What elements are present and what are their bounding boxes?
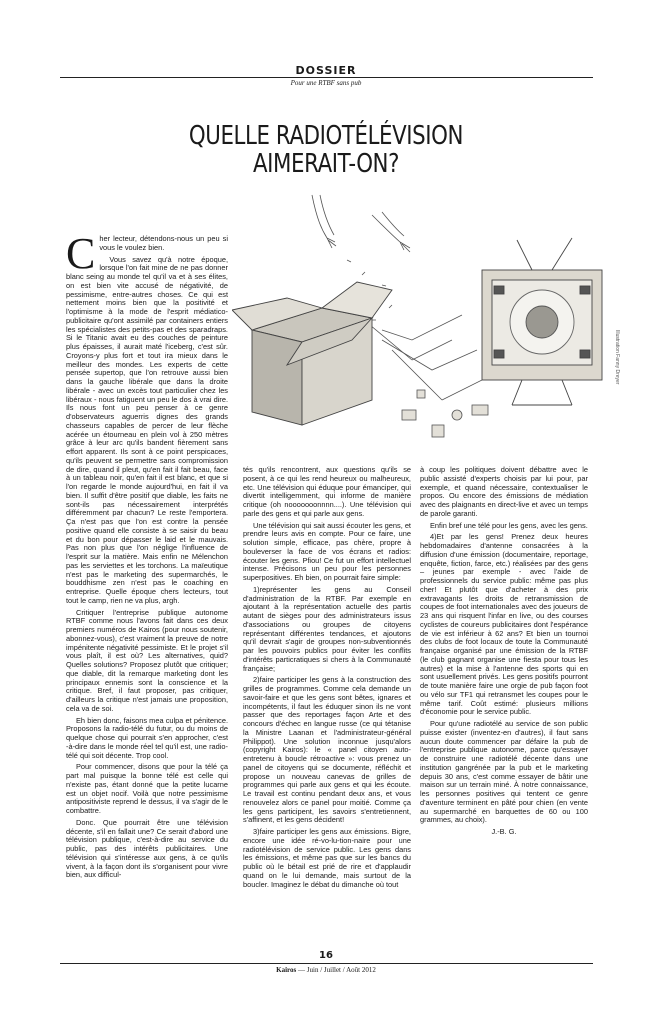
article-column-3 xyxy=(420,466,588,828)
paragraph: tés qu'ils rencontrent, aux questions qu'ils se posent, à ce qui les rend heureux ou malheureux, etc. Une télévision qui éduque pour émanciper, qui divertit intelligemment, qui informe de manière critique (oh nooooooonnnn....). Une télévision qui parle des gens et qui parle aux gens. xyxy=(243,465,411,518)
section-subtitle: Pour une RTBF sans pub xyxy=(290,79,362,87)
section-label: DOSSIER xyxy=(295,64,357,77)
paragraph: à coup les politiques doivent débattre avec le public assisté d'experts choisis par lui pour, par exemple, et quand nécessaire, contextualiser le propos. Ou encore des émissions de médiation avec des plaignants en direct-live et avec un temps de parole garanti. xyxy=(420,465,588,518)
paragraph: Pour commencer, disons que pour la télé ça part mal puisque la bonne télé est celle qui n'existe pas, étant donné que la petite lucarne est un objet nocif. Voilà que notre pessimisme antipositiviste reprend le dessus, il va s'agir de le combattre. xyxy=(66,762,228,815)
paragraph: Pour qu'une radiotélé au service de son public puisse exister (inventez-en d'autres), il faut sans aucun doute commencer par défaire la pub de l'entreprise publique autonome, parce qu'essayer de construire une radiotélé décente dans une institution gangrénée par la pub et le marketing depuis 30 ans, c'est comme essayer de bâtir une maison sur un terrain miné. À notre connaissance, les personnes positives qui tentent ce genre d'aventure terminent en pâté pour chien (en vente au supermarché en barquettes de 60 ou 100 grammes, au choix). xyxy=(420,719,588,825)
publication-date: — Juin / Juillet / Août 2012 xyxy=(296,966,376,974)
paragraph: 4)Et par les gens! Prenez deux heures hebdomadaires d'antenne consacrées à la diffusion d'une émission (documentaire, reportage, enquête, fiction, farce, etc.) réalisées par des gens – jeunes par exemple - avec l'aide de professionnels du service public: même pas plus cher! Et plutôt que d'acheter à des prix extravagants les droits de retransmission de coupes de foot internationales avec des joueurs de 23 ans qui risquent l'infar en live, ou des courses cyclistes de coureurs publicitaires dont l'espérance de vie est inférieur à 62 ans? Et bien un tournoi des clubs de foot locaux de toute la Communauté française organisé par une émission de la RTBF (le club gagnant organise une fiesta pour tous les autres) et la mise à l'antenne des sports qui en sont usuellement privés. Les gens positifs pourront de toute manière faire une orgie de pub façon foot ou vélo sur TF1 qui retransmet les coupes pour le même tarif. Coût estimé: plusieurs millions d'économie pour le service public. xyxy=(420,532,588,717)
footer-rule xyxy=(60,963,593,964)
article-title xyxy=(59,122,594,178)
tv-set xyxy=(482,238,602,405)
article-column-1 xyxy=(66,229,228,883)
article-column-2 xyxy=(243,466,411,892)
paragraph: 1)représenter les gens au Conseil d'administration de la RTBF. Par exemple en ajoutant à la représentation actuelle des partis autant de sièges pour des administrateurs issus d'associations ou groupes de citoyens représentant différentes tendances, et ajoutons qu'il devrait s'agir de groupes non-subventionnés par les pouvoirs publics pour éviter les conflits d'intérêts particratiques si chers à la Communauté française; xyxy=(243,584,411,673)
title-line-2: AIMERAIT-ON? xyxy=(252,149,400,179)
paragraph: Donc. Que pourrait être une télévision décente, s'il en fallait une? Ce serait d'abord une télévision publique, c'est-à-dire au service du public, pas des intérêts publicitaires. Une télévision qui s'intéresse aux gens, à ce qu'ils vivent, à la façon dont ils s'organisent pour vivre bien, aux difficul- xyxy=(66,817,228,880)
paragraph: Eh bien donc, faisons mea culpa et pénitence. Proposons la radio-télé du futur, ou du moins de quelque chose qui pourrait s'en approcher, c'est -à-dire dans le monde réel tel qu'il est, une radio-télé qui soit décente. Trop cool. xyxy=(66,715,228,760)
cardboard-box xyxy=(232,282,392,425)
header-rule xyxy=(60,77,593,78)
drop-cap: C xyxy=(66,229,96,278)
paragraph: Critiquer l'entreprise publique autonome RTBF comme nous l'avons fait dans ces deux premiers numéros de Kairos (pour nous soutenir, abonnez-vous), c'est vraiment la preuve de notre impénitente négativité pessimiste. Et le projet s'il vous plaît, il est où? Les alternatives, quid? Quelles solutions? Proposez plutôt que critiquer; que diable, dit la remarque marketing dont les principaux ennemis sont la conscience et la critique. Bref, il faut proposer, pas critiquer, d'ailleurs la critique n'est jamais une proposition, cela va de soi. xyxy=(66,607,228,713)
footer-line xyxy=(0,966,652,974)
paragraph: 3)faire participer les gens aux émissions. Bigre, encore une idée ré-vo-lu-tion-naire pour une radiotélévision de service public. Les gens dans les émissions, et même pas que sur les bancs du public où le bétail est prié de rire et d'applaudir quand on le lui demande, mais surtout de la boucler. Imaginez le débat du dimanche où tout xyxy=(243,827,411,889)
title-line-1: QUELLE RADIOTÉLÉVISION xyxy=(188,121,464,151)
illustration-credit: Illustration Fanny Dreyer xyxy=(614,330,620,385)
paragraph: Cher lecteur, détendons-nous un peu si vous le voulez bien. xyxy=(66,229,228,278)
author-signature: J.-B. G. xyxy=(491,827,517,836)
publication-name: Kairos xyxy=(276,966,297,974)
article-illustration xyxy=(232,190,617,460)
paragraph: 2)faire participer les gens à la construction des grilles de programmes. Comme cela demande un savoir-faire et que les gens sont bêtes, ignares et incompétents, il faut les éduquer sinon ils ne vont passer que des reportages façon Arte et des concours d'échec en langue russe (ce qui tétanise la Ministre Laanan et l'administrateur-général Philippot). Une solution inconnue jusqu'alors (copyright Kairos): le « panel citoyen auto-entretenu à boucle rétroactive »: vous prenez un panel de citoyens qui se documente, réfléchit et propose un nouveau canevas de grilles de programmes qui parle aux gens et qui les écoute. Le travail est continu pendant deux ans, et vous renouvelez alors ce panel pour moitié. Comme ça les gens participent, les savoirs s'entretiennent, s'affinent, et les gens décident! xyxy=(243,675,411,825)
paragraph: Une télévision qui sait aussi écouter les gens, et prendre leurs avis en compte. Pour ce faire, une solution simple, efficace, pas chère, propre à bouleverser la face de vos écrans et radios: écouter les gens. Pfiou! Ce fut un effort intellectuel intense. Précisons un peu pour les personnes superpositives. Eh bien, on pourrait faire simple: xyxy=(243,520,411,582)
paragraph: Enfin bref une télé pour les gens, avec les gens. xyxy=(430,520,588,530)
paragraph: Vous savez qu'à notre époque, lorsque l'on fait mine de ne pas donner blanc seing au monde tel qu'il va et à ses élites, on est bien vite accusé de négativité, de pessimisme, entre-autres choses. Ce qui est nettement moins bien que la positivité et l'optimisme à la mode de l'esprit médiatico-publicitaire qu'ont assimilé par containers entiers les spécialistes des petits-pas et des sparadraps. Si le Titanic avait eu des couches de peinture plus épaisses, il aurait maté l'iceberg, c'est sûr. Croyons-y plus fort et tout ira mieux dans le meilleur des mondes. Les experts de cette pensée supertop, que l'on retrouve aussi bien dans la gauche libérale que dans la droite libérale - avec un excès tout particulier chez les libéraux - nous fatiguent un peu le dos à vrai dire. Ils nous font un peu penser à ce genre d'observateurs aguerris dignes des grands chasseurs capables de percer de leur flèche acérée un étourneau en plein vol à 250 mètres grâce à leur arc qu'ils bandent fièrement sans effort apparent. Ils sont à ce point perspicaces, qu'ils peuvent se permettre sans compromission de dire, quand il pleut, qu'en fait il fait beau, face à un tableau noir, qu'en fait il est blanc, et que si l'on regarde le monde aujourd'hui, en fait il va bien. Il suffit d'être positif que diable, les faits ne sont-ils pas nécessairement interprétés différemment par chacun? Le reste l'emportera. Ça n'est pas que l'on est contre la pensée positive quand elle consiste à se saisir du beau et du bon pour dépasser le laid et le mauvais. Pas non plus que l'on néglige l'influence de l'esprit sur la matière. Mais enfin ne Mélenchon pas les serviettes et les torchons. La maïeutique n'est pas le marketing des supermarchés, le bouddhisme zen n'est pas le coaching en entreprise. Quelle époque chers lecteurs, tout tout le camp, rien ne va plus, argh. xyxy=(66,254,228,605)
page-number: 16 xyxy=(319,950,333,961)
